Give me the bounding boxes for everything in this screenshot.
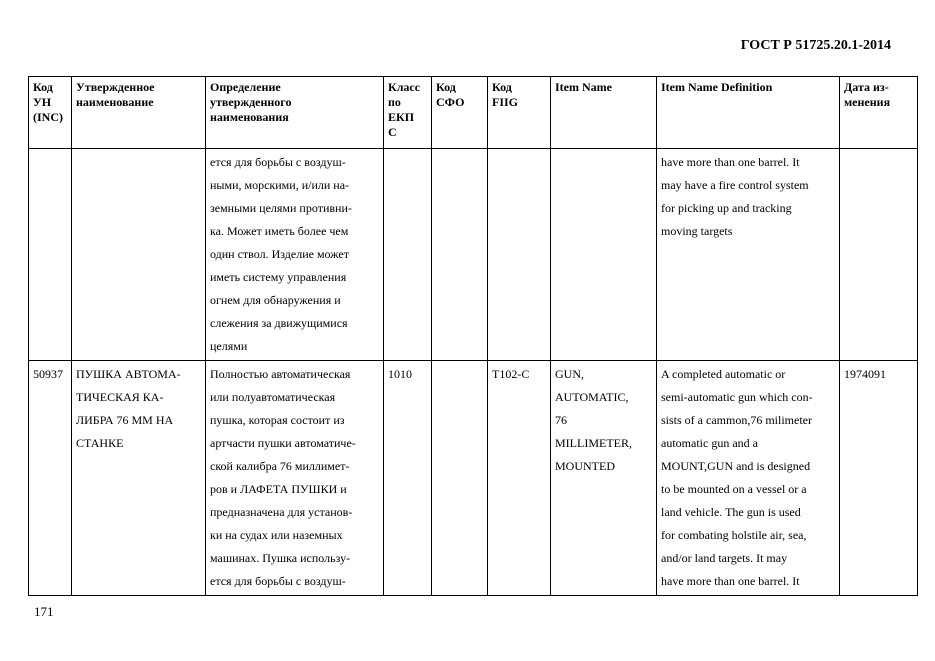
cell-text-line: T102-C (492, 367, 530, 381)
cell-text-line: for combating holstile air, sea, (661, 528, 807, 542)
cell-text-line: A completed automatic or (661, 367, 786, 381)
header-text-line: наименования (210, 110, 289, 124)
cell-text-line: may have a fire control system (661, 178, 809, 192)
table-row (29, 361, 918, 596)
header-fiig-code (488, 77, 551, 149)
header-text-line: Утвержденное (76, 80, 155, 94)
cell-text-line: Полностью автоматическая (210, 367, 351, 381)
cell-text-line: sists of a cammon,76 milimeter (661, 413, 812, 427)
cell-text-line: 50937 (33, 367, 63, 381)
cell-text-line: ка. Может иметь более чем (210, 224, 349, 238)
cell-text-line: целями (210, 339, 248, 353)
cell-text-line: СТАНКЕ (76, 436, 124, 450)
cell-text-line: ется для борьбы с воздуш- (210, 155, 346, 169)
cell-text-line: ПУШКА АВТОМА- (76, 367, 181, 381)
cell-text-line: GUN, (555, 367, 584, 381)
cell-text-line: for picking up and tracking (661, 201, 792, 215)
class-cell (384, 361, 432, 596)
header-text-line: Код (436, 80, 456, 94)
page-number: 171 (34, 604, 54, 619)
cell-text-line: MILLIMETER, (555, 436, 632, 450)
header-text-line: наименование (76, 95, 154, 109)
header-text-line: Item Name Definition (661, 80, 773, 94)
header-text-line: С (388, 125, 397, 139)
cell-text-line: артчасти пушки автоматиче- (210, 436, 356, 450)
header-row (29, 77, 918, 149)
cell-text-line: have more than one barrel. It (661, 155, 800, 169)
cell-text-line: automatic gun and a (661, 436, 758, 450)
item-name-cell (551, 361, 657, 596)
header-definition (206, 77, 384, 149)
cell-text-line: moving targets (661, 224, 733, 238)
cell-text-line: предназначена для установ- (210, 505, 353, 519)
header-text-line: (INC) (33, 110, 63, 124)
standard-designation: ГОСТ Р 51725.20.1-2014 (740, 38, 891, 53)
cell-text-line: земными целями противни- (210, 201, 352, 215)
definition-cell (206, 149, 384, 361)
change-date-cell (840, 361, 918, 596)
item-name-cell (551, 149, 657, 361)
cell-text-line: один ствол. Изделие может (210, 247, 349, 261)
fiig-code-cell (488, 361, 551, 596)
cell-text-line: ными, морскими, и/или на- (210, 178, 350, 192)
header-class (384, 77, 432, 149)
header-text-line: УН (33, 95, 52, 109)
definition-cell (206, 361, 384, 596)
fiig-code-cell (488, 149, 551, 361)
cell-text-line: ТИЧЕСКАЯ КА- (76, 390, 164, 404)
approved-name-cell (72, 149, 206, 361)
cell-text-line: to be mounted on a vessel or a (661, 482, 807, 496)
header-text-line: Класс (388, 80, 421, 94)
header-approved-name (72, 77, 206, 149)
header-text-line: менения (844, 95, 891, 109)
header-item-name (551, 77, 657, 149)
cell-text-line: ки на судах или наземных (210, 528, 343, 542)
cell-text-line: 1010 (388, 367, 412, 381)
header-text-line: Код (33, 80, 53, 94)
cell-text-line: пушка, которая состоит из (210, 413, 345, 427)
cell-text-line: have more than one barrel. It (661, 574, 800, 588)
cell-text-line: огнем для обнаружения и (210, 293, 341, 307)
sfo-code-cell (432, 149, 488, 361)
item-definition-cell (657, 361, 840, 596)
change-date-cell (840, 149, 918, 361)
header-text-line: Код (492, 80, 512, 94)
header-inc (29, 77, 72, 149)
cell-text-line: land vehicle. The gun is used (661, 505, 801, 519)
cell-text-line: или полуавтоматическая (210, 390, 336, 404)
cell-text-line: MOUNTED (555, 459, 615, 473)
cell-text-line: 76 (555, 413, 567, 427)
cell-text-line: слежения за движущимися (210, 316, 348, 330)
header-text-line: Дата из- (844, 80, 889, 94)
cell-text-line: ской калибра 76 миллимет- (210, 459, 350, 473)
sfo-code-cell (432, 361, 488, 596)
header-text-line: утвержденного (210, 95, 292, 109)
header-item-definition (657, 77, 840, 149)
inc-cell (29, 361, 72, 596)
item-definition-cell (657, 149, 840, 361)
class-cell (384, 149, 432, 361)
header-sfo-code (432, 77, 488, 149)
header-change-date (840, 77, 918, 149)
cell-text-line: and/or land targets. It may (661, 551, 788, 565)
cell-text-line: ЛИБРА 76 ММ НА (76, 413, 174, 427)
header-text-line: СФО (436, 95, 465, 109)
header-text-line: по (388, 95, 401, 109)
cell-text-line: AUTOMATIC, (555, 390, 629, 404)
header-text-line: ЕКП (388, 110, 415, 124)
approved-name-cell (72, 361, 206, 596)
header-text-line: Item Name (555, 80, 612, 94)
cell-text-line: semi-automatic gun which con- (661, 390, 813, 404)
header-text-line: Определение (210, 80, 281, 94)
cell-text-line: MOUNT,GUN and is designed (661, 459, 811, 473)
cell-text-line: 1974091 (844, 367, 886, 381)
cell-text-line: машинах. Пушка использу- (210, 551, 351, 565)
header-text-line: FIIG (492, 95, 519, 109)
cell-text-line: ется для борьбы с воздуш- (210, 574, 346, 588)
cell-text-line: ров и ЛАФЕТА ПУШКИ и (210, 482, 347, 496)
inc-cell (29, 149, 72, 361)
table-row (29, 149, 918, 361)
cell-text-line: иметь систему управления (210, 270, 347, 284)
nomenclature-table (28, 76, 918, 596)
